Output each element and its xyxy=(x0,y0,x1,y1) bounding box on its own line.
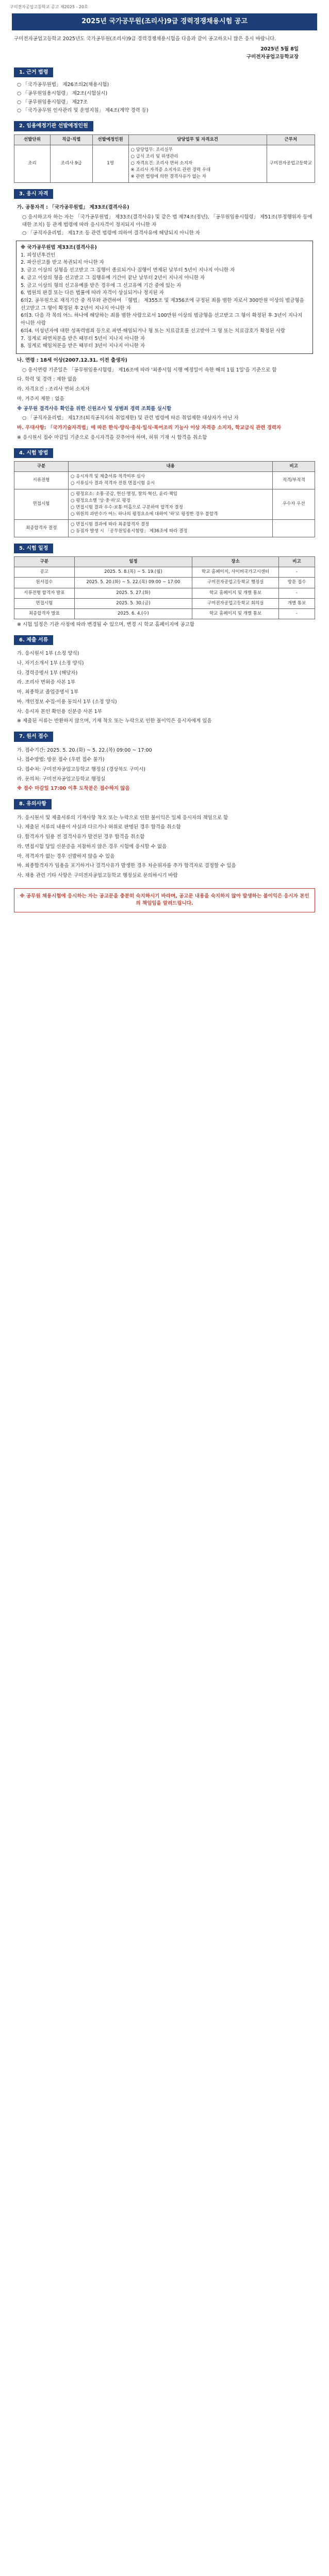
table-header: 일정 xyxy=(74,557,192,567)
section-heading: 7. 원서 접수 xyxy=(14,732,53,742)
preference-note: 바. 우대사항: 「국가기술자격법」에 따른 한식·양식·중식·일식·복어조리 기능사 이상 자격증 소지자, 학교급식 관련 경력자 xyxy=(17,425,282,431)
table-row xyxy=(14,578,315,588)
list-item: 바. 개인정보 수집·이용 동의서 1부 (소정 양식) xyxy=(17,699,117,705)
section-heading: 5. 시험 일정 xyxy=(14,544,53,554)
section-legal-basis xyxy=(14,67,315,115)
table-row xyxy=(14,567,315,578)
list-item: 7. 징계로 파면처분을 받은 때부터 5년이 지나지 아니한 자 xyxy=(21,335,145,342)
intro-text: 구미전자공업고등학교 2025년도 국가공무원(조리사)9급 경력경쟁채용시험을 다음과 같이 공고하오니 많은 응시 바랍니다. xyxy=(14,36,276,42)
table-cell: 조리사 9급 xyxy=(50,145,92,182)
table-header: 장소 xyxy=(192,557,279,567)
list-item: 라. 문의처: 구미전자공업고등학교 행정실 xyxy=(17,776,106,782)
table-row xyxy=(14,598,315,608)
table-cell: - xyxy=(279,608,315,619)
table-cell xyxy=(273,520,315,537)
eligibility-sub: ○ 「공직자윤리법」 제17조(퇴직공직자의 취업제한) 및 관련 법령에 따른 취업제한 대상자가 아닌 자 xyxy=(22,415,239,421)
list-item: 4. 금고 이상의 형을 선고받고 그 집행유예 기간이 끝난 날부터 2년이 지나지 아니한 자 xyxy=(21,275,205,281)
table-header: 내용 xyxy=(68,462,272,472)
list-item: 3. 금고 이상의 실형을 선고받고 그 집행이 종료되거나 집행이 면제된 날부터 5년이 지나지 아니한 자 xyxy=(21,267,235,274)
table-cell: 서류전형 합격자 발표 xyxy=(14,588,75,598)
section-heading: 2. 임용예정기관 선발예정인원 xyxy=(14,121,93,131)
list-item: ○ 「국가공무원법」 제26조의2(채용시험) xyxy=(17,82,109,88)
section-heading: 6. 제출 서류 xyxy=(14,635,53,646)
list-item: 나. 자기소개서 1부 (소정 양식) xyxy=(17,660,84,667)
eligibility-sub: ○ 「공직자윤리법」 제17조 등 관련 법령에 의하여 결격사유에 해당되지 아니한 자 xyxy=(22,230,200,236)
list-item: 나. 접수방법: 방문 접수 (우편 접수 불가) xyxy=(17,757,105,763)
table-header: 비고 xyxy=(279,557,315,567)
final-notice: ※ 공무원 채용시험에 응시하는 자는 공고문을 충분히 숙지하시기 바라며, 공고문 내용을 숙지하지 않아 발생하는 불이익은 응시자 본인의 책임임을 알려드립니다. xyxy=(14,888,315,912)
table-cell: 서류전형 xyxy=(14,472,69,489)
table-cell: ○ 응시자격 및 제출서류 적격여부 심사 ○ 서류심사 결과 적격자 전원 면접시험 응시 xyxy=(68,472,272,489)
table-cell: 구미전자공업고등학교 회의실 xyxy=(192,598,279,608)
section-eligibility xyxy=(14,189,315,442)
list-item: 바. 최종합격자가 임용을 포기하거나 결격사유가 발생한 경우 차순위자를 추가 합격자로 결정할 수 있음 xyxy=(17,863,236,869)
table-cell: 최종합격자 발표 xyxy=(14,608,75,619)
table-cell: 조리 xyxy=(14,145,51,182)
page-title: 2025년 국가공무원(조리사)9급 경력경쟁채용시험 공고 xyxy=(12,13,317,30)
list-item: 6의3. 다음 각 목의 어느 하나에 해당하는 죄를 범한 사람으로서 100만원 이상의 벌금형을 선고받고 그 형이 확정된 후 3년이 지나지 아니한 사람 xyxy=(21,313,303,327)
list-item: 다. 합격자가 임용 전 결격사유가 발견된 경우 합격을 취소함 xyxy=(17,834,145,840)
table-cell: 최종합격자 결정 xyxy=(14,520,69,537)
list-item: 마. 최종학교 졸업증명서 1부 xyxy=(17,689,79,696)
box-title: ※ 국가공무원법 제33조(결격사유) xyxy=(21,244,97,250)
sign-org-top: 구미전자공업고등학교장 xyxy=(246,54,299,60)
eligibility-sub: ○ 응시연령 기준일은 「공무원임용시험령」 제16조에 따라 '최종시험 시행 예정일이 속한 해의 1월 1일'을 기준으로 함 xyxy=(22,367,277,373)
list-item: 6의4. 미성년자에 대한 성폭력범죄 등으로 파면·해임되거나 형 또는 치료감호를 선고받아 그 형 또는 치료감호가 확정된 사람 xyxy=(21,328,286,334)
table-cell: 면접시험 xyxy=(14,489,69,520)
list-item: 마. 적격자가 없는 경우 선발하지 않을 수 있음 xyxy=(17,853,115,859)
list-item: 1. 피성년후견인 xyxy=(21,252,56,258)
list-item: 6. 법원의 판결 또는 다른 법률에 따라 자격이 상실되거나 정지된 자 xyxy=(21,290,164,296)
table-cell: 우수자 우선 xyxy=(273,489,315,520)
eligibility-license: 라. 자격요건 : 조리사 면허 소지자 xyxy=(17,386,90,393)
table-cell: ○ 면접시험 결과에 따라 최종합격자 결정 ○ 동점자 발생 시 「공무원임용시험령」 제36조에 따라 결정 xyxy=(68,520,272,537)
legal-basis-list xyxy=(14,81,315,115)
list-item: 8. 징계로 해임처분을 받은 때부터 3년이 지나지 아니한 자 xyxy=(21,343,145,349)
table-cell: 학교 홈페이지, 사이버국가고시센터 xyxy=(192,567,279,578)
table-row xyxy=(14,489,315,520)
section-exam-method xyxy=(14,448,315,537)
table-cell: 2025. 5. 30.(금) xyxy=(74,598,192,608)
table-cell: 학교 홈페이지 및 개별 통보 xyxy=(192,588,279,598)
table-cell: ○ 담당업무: 조리실무 ○ 급식 조리 및 위생관리 ○ 자격요건: 조리사 면허 소지자 ※ 조리사 자격증 소지자로 관련 경력 우대 ※ 관련 법령에 의한 결격사유가 없는 자 xyxy=(128,145,267,182)
eligibility-sub: ○ 응시하고자 하는 자는 「국가공무원법」 제33조(결격사유) 및 같은 법 제74조(정년), 「공무원임용시험령」 제51조(부정행위자 등에 대한 조치) 등 관계 법령에 따라 응시자격이 정지되지 아니한 자 xyxy=(22,214,312,228)
table-cell: 2025. 5. 27.(화) xyxy=(74,588,192,598)
table-header: 구분 xyxy=(14,462,69,472)
schedule-table xyxy=(14,556,315,619)
list-item: 라. 조리사 면허증 사본 1부 xyxy=(17,680,75,686)
table-header: 담당업무 및 자격요건 xyxy=(128,134,267,145)
table-cell: 구미전자공업고등학교 행정실 xyxy=(192,578,279,588)
table-cell: 2025. 6. 4.(수) xyxy=(74,608,192,619)
section-heading: 3. 응시 자격 xyxy=(14,189,53,199)
table-cell: 면접시험 xyxy=(14,598,75,608)
list-item: 다. 접수처: 구미전자공업고등학교 행정실 (경상북도 구미시) xyxy=(17,766,145,772)
table-cell: 원서접수 xyxy=(14,578,75,588)
table-cell: 2025. 5. 8.(목) ~ 5. 19.(월) xyxy=(74,567,192,578)
table-header: 선발예정인원 xyxy=(92,134,128,145)
eligibility-age: 나. 연령 : 18세 이상(2007.12.31. 이전 출생자) xyxy=(17,358,127,364)
section-positions xyxy=(14,121,315,183)
positions-table xyxy=(14,134,315,183)
list-item: 나. 제출된 서류의 내용이 사실과 다르거나 허위로 판명된 경우 합격을 취소함 xyxy=(17,824,181,831)
table-cell: 공고 xyxy=(14,567,75,578)
table-cell: 1명 xyxy=(92,145,128,182)
table-row xyxy=(14,520,315,537)
table-cell: 적격/부적격 xyxy=(273,472,315,489)
list-item: 5. 금고 이상의 형의 선고유예를 받은 경우에 그 선고유예 기간 중에 있는 자 xyxy=(21,282,182,289)
documents-note: ※ 제출된 서류는 반환하지 않으며, 기재 착오 또는 누락으로 인한 불이익은 응시자에게 있음 xyxy=(17,718,212,724)
exam-method-table xyxy=(14,461,315,537)
list-item: 6의2. 공무원으로 재직기간 중 직무와 관련하여 「형법」 제355조 및 제356조에 규정된 죄를 범한 자로서 300만원 이상의 벌금형을 선고받고 그 형이 확정된 후 2년이 지나지 아니한 자 xyxy=(21,298,304,311)
section-cautions xyxy=(14,799,315,880)
disqualification-box xyxy=(16,241,313,354)
eligibility-residence: 마. 거주지 제한 : 없음 xyxy=(17,396,64,402)
list-item: ○ 「공무원임용시험령」 제27조 xyxy=(17,99,88,105)
eligibility-note: ※ 응시원서 접수 마감일 기준으로 응시자격을 갖추어야 하며, 허위 기재 시 합격을 취소함 xyxy=(17,434,207,440)
document-number: 구미전자공업고등학교 공고 제2025 - 20호 xyxy=(10,5,88,9)
table-row xyxy=(14,145,315,182)
document-page xyxy=(10,0,319,912)
table-cell: - xyxy=(279,588,315,598)
list-item: 가. 응시원서 1부 (소정 양식) xyxy=(17,651,79,657)
list-item: 가. 접수기간: 2025. 5. 20.(화) ~ 5. 22.(목) 09:00 ~ 17:00 xyxy=(17,747,152,753)
table-cell: - xyxy=(279,567,315,578)
list-item: 사. 채용 관련 기타 사항은 구미전자공업고등학교 행정실로 문의하시기 바람 xyxy=(17,872,178,878)
list-item: ○ 「공무원임용시험령」 제2조(시험실시) xyxy=(17,90,108,96)
table-cell: 방문 접수 xyxy=(279,578,315,588)
list-item: 라. 면접시험 당일 신분증을 지참하지 않은 경우 시험에 응시할 수 없음 xyxy=(17,843,167,850)
section-schedule xyxy=(14,544,315,629)
table-header: 구분 xyxy=(14,557,75,567)
table-header: 근무처 xyxy=(267,134,315,145)
section-heading: 8. 유의사항 xyxy=(14,799,52,809)
eligibility-education: 다. 학력 및 경력 : 제한 없음 xyxy=(17,377,77,383)
list-item: 2. 파산선고를 받고 복권되지 아니한 자 xyxy=(21,260,104,266)
table-cell: 2025. 5. 20.(화) ~ 5. 22.(목) 09:00 ~ 17:00 xyxy=(74,578,192,588)
section-application xyxy=(14,732,315,793)
list-item: ○ 「국가공무원 인사관리 및 운영지침」 제4조(계약 경력 등) xyxy=(17,108,149,114)
background-check-note: ※ 공무원 결격사유 확인을 위한 신원조사 및 성범죄 경력 조회를 실시함 xyxy=(17,405,172,412)
list-item: 가. 응시원서 및 제출서류의 기재사항 착오 또는 누락으로 인한 불이익은 일체 응시자의 책임으로 함 xyxy=(17,815,228,821)
table-row xyxy=(14,588,315,598)
schedule-note: ※ 시험 일정은 기관 사정에 따라 변경될 수 있으며, 변경 시 학교 홈페이지에 공고함 xyxy=(17,622,194,628)
table-row xyxy=(14,472,315,489)
section-documents xyxy=(14,635,315,725)
table-header: 비고 xyxy=(273,462,315,472)
eligibility-common: 가. 공통자격 : 「국가공무원법」 제33조(결격사유) xyxy=(17,205,129,211)
table-cell: 구미전자공업고등학교 xyxy=(267,145,315,182)
table-cell: 개별 통보 xyxy=(279,598,315,608)
table-cell: 학교 홈페이지 및 개별 통보 xyxy=(192,608,279,619)
table-row xyxy=(14,608,315,619)
list-item: 다. 경력증명서 1부 (해당자) xyxy=(17,670,78,676)
sign-date-top: 2025년 5월 8일 xyxy=(260,46,299,53)
table-header: 선발단위 xyxy=(14,134,51,145)
list-item: 사. 응시자 본인 확인용 신분증 사본 1부 xyxy=(17,708,102,715)
table-cell: ○ 평정요소: 소통·공감, 헌신·열정, 창의·혁신, 윤리·책임 ○ 평정요소별 '상·중·하'로 평정 ○ 면접시험 결과 우수·보통·미흡으로 구분하여 합격자 결정 ○ 위원의 과반수가 어느 하나의 평정요소에 대하여 '하'로 평정한 경우 불합격 xyxy=(68,489,272,520)
application-red-note: ※ 접수 마감일 17:00 이후 도착분은 접수하지 않음 xyxy=(17,786,130,792)
table-header: 직급·직렬 xyxy=(50,134,92,145)
section-heading: 4. 시험 방법 xyxy=(14,448,53,459)
section-heading: 1. 근거 법령 xyxy=(14,67,53,78)
